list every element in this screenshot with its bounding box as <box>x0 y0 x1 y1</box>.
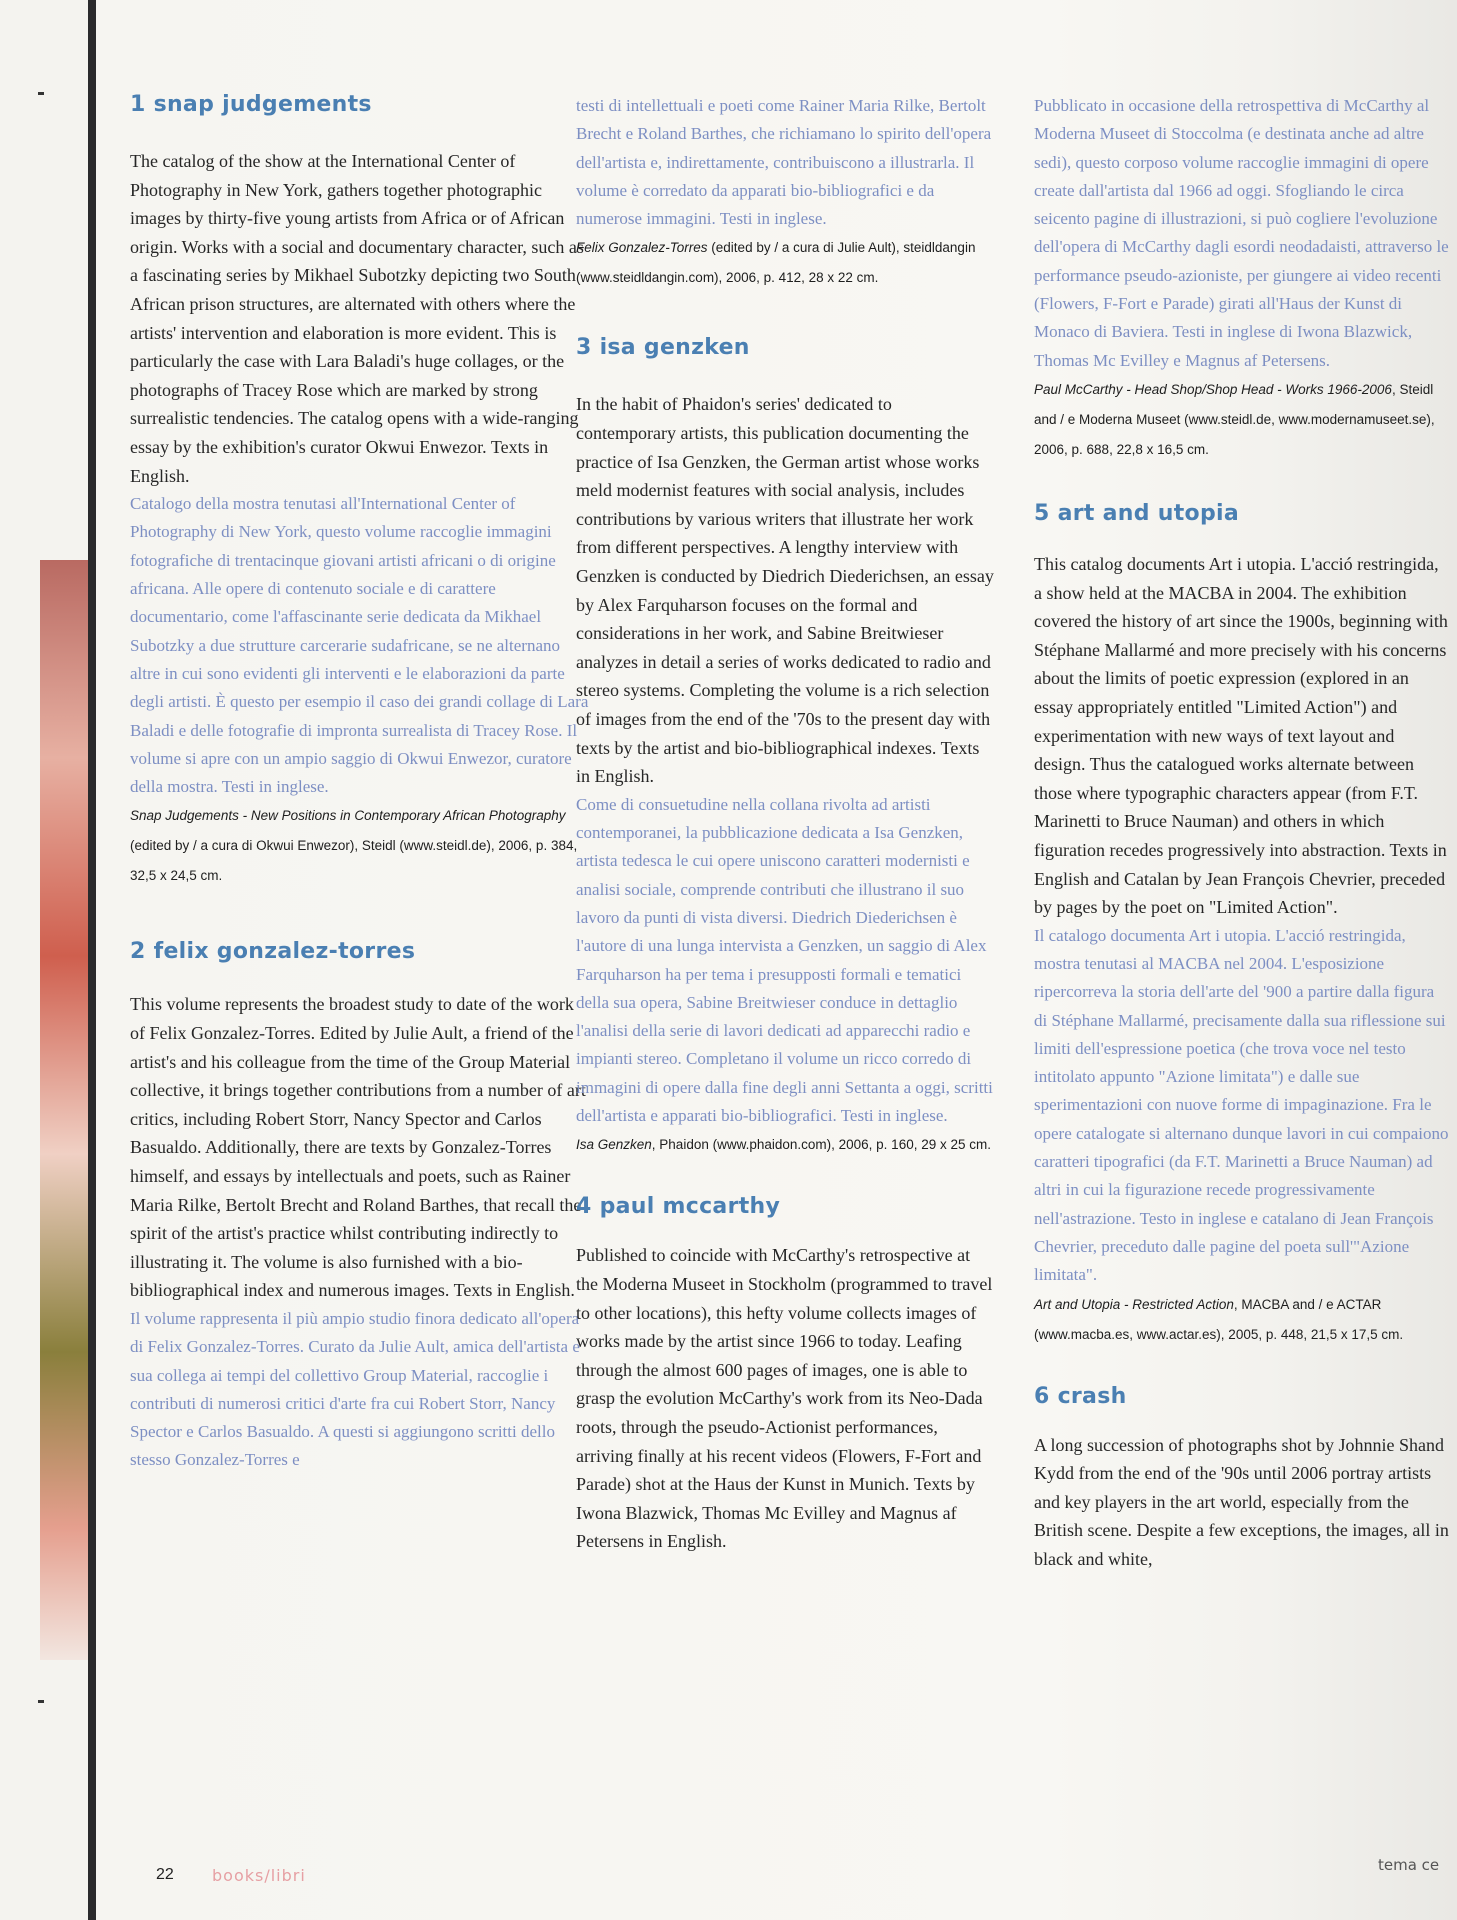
article-caption <box>130 801 590 891</box>
article-caption <box>576 1130 996 1160</box>
magazine-page <box>96 0 1457 1920</box>
article-italian-text: Pubblicato in occasione della retrospettiva di McCarthy al Moderna Museet di Stoccolma (e destinata anche ad altre sedi), questo corposo volume raccoglie immagini di opere create dall'artista dal 1966 ad oggi. Sfogliando le circa seicento pagine di illustrazioni, si può cogliere l'evoluzione dell'opera di McCarthy dagli esordi neodadaisti, attraverso le performance pseudo-azioniste, per giungere ai video recenti (Flowers, F-Fort e Parade) girati all'Haus der Kunst di Monaco di Baviera. Testi in inglese di Iwona Blazwick, Thomas Mc Evilley e Magnus af Petersens. <box>1034 96 1449 370</box>
caption-details: , Steidl and / e Moderna Museet (www.steidl.de, www.modernamuseet.se), 2006, p. 688, 22,8 x 16,5 cm. <box>1034 381 1435 457</box>
caption-details: (edited by / a cura di Okwui Enwezor), Steidl (www.steidl.de), 2006, p. 384, 32,5 x 24,5 cm. <box>130 838 578 884</box>
article-italian-text: Come di consuetudine nella collana rivolta ad artisti contemporanei, la pubblicazione dedicata a Isa Genzken, artista tedesca le cui opere uniscono caratteri modernisti e analisi sociale, comprende contributi che illustrano il suo lavoro da punti di vista diversi. Diedrich Diederichsen è l'autore di una lunga intervista a Genzken, un saggio di Alex Farquharson ha per tema i presupposti formali e tematici della sua opera, Sabine Breitwieser conduce in dettaglio l'analisi della serie di lavori dedicati ad apparecchi radio e impianti stereo. Completano il volume un ricco corredo di immagini di opere dalla fine degli anni Settanta a oggi, scritti dell'artista e apparati bio-bibliografici. Testi in inglese. <box>576 794 993 1126</box>
column-middle <box>576 92 996 1556</box>
running-footer: tema ce <box>1378 1856 1440 1874</box>
article-heading: 5 art and utopia <box>1034 500 1239 526</box>
article-heading: 1 snap judgements <box>130 92 372 117</box>
page-number: 22 <box>156 1866 174 1883</box>
article-italian-text-continued: testi di intellettuali e poeti come Rainer Maria Rilke, Bertolt Brecht e Roland Barthes, che richiamano lo spirito dell'opera dell'artista e, indirettamente, contribuiscono a illustrarla. Il volume è corredato da apparati bio-bibliografici e da numerose immagini. Testi in inglese. <box>576 96 992 229</box>
article-heading: 4 paul mccarthy <box>576 1194 781 1220</box>
article-english-text: This catalog documents Art i utopia. L'acció restringida, a show held at the MACBA in 2004. The exhibition covered the history of art since the 1900s, beginning with Stéphane Mallarmé and more precisely with his concerns about the limits of poetic expression (explored in an essay appropriately entitled "Limited Action") and experimentation with new ways of text layout and design. Thus the catalogued works alternate between those where typographic characters appear (from F.T. Marinetti to Bruce Nauman) and others in which figuration recedes progressively into abstraction. Texts in English and Catalan by Jean François Chevrier, preceded by pages by the poet on "Limited Action". <box>1034 553 1448 918</box>
article-heading: 6 crash <box>1034 1383 1127 1409</box>
column-left <box>130 92 590 1475</box>
article-english-text: The catalog of the show at the International Center of Photography in New York, gathers together photographic images by thirty-five young artists from Africa or of African origin. Works with a social and documentary character, such as a fascinating series by Mikhael Subotzky depicting two South African prison structures, are alternated with others where the artists' intervention and elaboration is more evident. This is particularly the case with Lara Baladi's huge collages, or the photographs of Tracey Rose which are marked by strong surrealistic tendencies. The catalog opens with a wide-ranging essay by the exhibition's curator Okwui Enwezor. Texts in English. <box>130 151 584 486</box>
caption-title: Snap Judgements - New Positions in Contemporary African Photography <box>130 808 566 824</box>
caption-details: (edited by / a cura di Julie Ault), steidldangin (www.steidldangin.com), 2006, p. 412, 28 x 22 cm. <box>576 240 976 286</box>
section-label: books/libri <box>212 1866 306 1885</box>
caption-details: , Phaidon (www.phaidon.com), 2006, p. 160, 29 x 25 cm. <box>651 1137 991 1153</box>
crop-mark <box>38 92 44 95</box>
article-english-text: Published to coincide with McCarthy's retrospective at the Moderna Museet in Stockholm (programmed to travel to other locations), this hefty volume collects images of works made by the artist since 1966 to today. Leafing through the almost 600 pages of images, one is able to grasp the evolution McCarthy's work from its Neo-Dada roots, through the pseudo-Actionist performances, arriving finally at his recent videos (Flowers, F-Fort and Parade) shot at the Haus der Kunst in Munich. Texts by Iwona Blazwick, Thomas Mc Evilley and Magnus af Petersens in English. <box>576 1245 993 1552</box>
article-english-text: A long succession of photographs shot by Johnnie Shand Kydd from the end of the '90s until 2006 portray artists and key players in the art world, especially from the British scene. Despite a few exceptions, the images, all in black and white, <box>1034 1434 1449 1569</box>
caption-title: Isa Genzken <box>576 1137 652 1153</box>
caption-title: Art and Utopia - Restricted Action <box>1034 1296 1234 1312</box>
column-right <box>1034 92 1450 1574</box>
article-italian-text: Il volume rappresenta il più ampio studio finora dedicato all'opera di Felix Gonzalez-Torres. Curato da Julie Ault, amica dell'artista e sua collega ai tempi del collettivo Group Material, raccoglie i contributi di numerosi critici d'arte fra cui Robert Storr, Nancy Spector e Carlos Basualdo. A questi si aggiungono scritti dello stesso Gonzalez-Torres e <box>130 1308 580 1470</box>
adjacent-page-edge <box>0 0 88 1920</box>
article-caption <box>1034 1290 1450 1350</box>
crop-mark <box>38 1700 44 1703</box>
article-italian-text: Catalogo della mostra tenutasi all'International Center of Photography di New York, questo volume raccoglie immagini fotografiche di trentacinque giovani artisti africani o di origine africana. Alle opere di contenuto sociale e di carattere documentario, come l'affascinante serie dedicata da Mikhael Subotzky a due strutture carcerarie sudafricane, se ne alternano altre in cui sono evidenti gli interventi e le elaborazioni da parte degli artisti. È questo per esempio il caso dei grandi collage di Lara Baladi e delle fotografie di impronta surrealista di Tracey Rose. Il volume si apre con un ampio saggio di Okwui Enwezor, curatore della mostra. Testi in inglese. <box>130 494 589 797</box>
article-caption <box>1034 375 1450 465</box>
article-heading: 2 felix gonzalez-torres <box>130 939 416 965</box>
article-english-text: This volume represents the broadest study to date of the work of Felix Gonzalez-Torres. Edited by Julie Ault, a friend of the artist's and his colleague from the time of the Group Material collective, it brings together contributions from a number of art critics, including Robert Storr, Nancy Spector and Carlos Basualdo. Additionally, there are texts by Gonzalez-Torres himself, and essays by intellectuals and poets, such as Rainer Maria Rilke, Bertolt Brecht and Roland Barthes, that recall the spirit of the artist's practice whilst contributing indirectly to illustrating it. The volume is also furnished with a bio-bibliographical index and numerous images. Texts in English. <box>130 994 586 1301</box>
article-heading: 3 isa genzken <box>576 335 750 361</box>
caption-title: Felix Gonzalez-Torres <box>576 240 708 256</box>
article-italian-text: Il catalogo documenta Art i utopia. L'acció restringida, mostra tenutasi al MACBA nel 2004. L'esposizione ripercorreva la storia dell'arte del '900 a partire dalla figura di Stéphane Mallarmé, precisamente dalla sua riflessione sui limiti dell'espressione poetica (che trova voce nel testo intitolato appunto "Azione limitata") e dalle sue sperimentazioni con nuove forme di impaginazione. Fra le opere catalogate si alternano dunque lavori in cui compaiono caratteri tipografici (da F.T. Marinetti a Bruce Nauman) ad altri in cui la figurazione recede progressivamente nell'astrazione. Testo in inglese e catalano di Jean François Chevrier, preceduto dalle pagine del poeta sull'"Azione limitata". <box>1034 925 1449 1285</box>
caption-title: Paul McCarthy - Head Shop/Shop Head - Works 1966-2006 <box>1034 381 1392 397</box>
article-caption <box>576 233 996 293</box>
page-gutter <box>88 0 96 1920</box>
article-english-text: In the habit of Phaidon's series' dedicated to contemporary artists, this publication documenting the practice of Isa Genzken, the German artist whose works meld modernist features with social analysis, includes contributions by various writers that illustrate her work from different perspectives. A lengthy interview with Genzken is conducted by Diedrich Diederichsen, an essay by Alex Farquharson focuses on the formal and considerations in her work, and Sabine Breitwieser analyzes in detail a series of works dedicated to radio and stereo systems. Completing the volume is a rich selection of images from the end of the '70s to the present day with texts by the artist and bio-bibliographical indexes. Texts in English. <box>576 394 994 787</box>
adjacent-page-image <box>40 560 88 1660</box>
caption-details: , MACBA and / e ACTAR (www.macba.es, www.actar.es), 2005, p. 448, 21,5 x 17,5 cm. <box>1034 1296 1404 1342</box>
